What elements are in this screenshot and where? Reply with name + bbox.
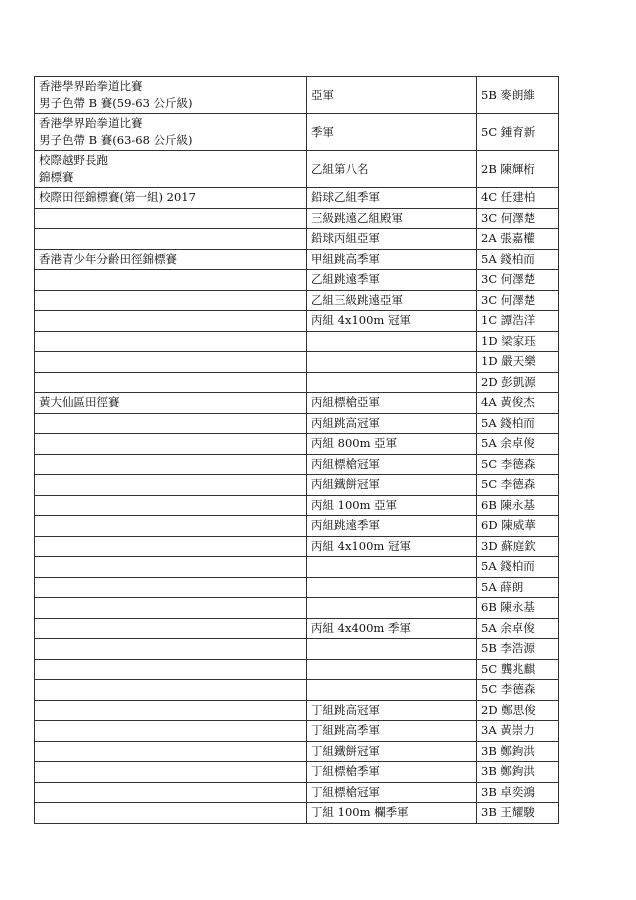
student-cell: 1D 嚴天樂 [477,352,559,373]
table-row [35,803,559,824]
award-cell: 丁組標槍冠軍 [307,782,477,803]
event-cell [35,741,307,762]
student-cell: 5B 李浩源 [477,639,559,660]
event-cell [35,331,307,352]
event-cell [35,270,307,291]
student-cell: 6D 陳威華 [477,516,559,537]
event-cell [35,454,307,475]
student-cell: 5C 龔兆麒 [477,659,559,680]
table-row [35,577,559,598]
event-cell [35,77,307,114]
award-cell: 亞軍 [307,77,477,114]
award-cell: 丙組 4x100m 冠軍 [307,536,477,557]
event-cell [35,311,307,332]
event-cell [35,762,307,783]
event-cell [35,557,307,578]
award-cell: 丙組 100m 亞軍 [307,495,477,516]
event-cell [35,229,307,250]
table-row [35,475,559,496]
award-cell [307,577,477,598]
event-name-line: 男子色帶 B 賽(63-68 公斤級) [39,133,193,147]
table-row [35,516,559,537]
award-cell: 丙組 800m 亞軍 [307,434,477,455]
table-row [35,762,559,783]
student-cell: 5A 薛朗 [477,577,559,598]
award-cell: 三級跳遠乙組殿軍 [307,208,477,229]
event-name-line: 黃大仙區田徑賽 [39,395,120,410]
student-cell: 3B 卓奕鴻 [477,782,559,803]
table-row [35,393,559,414]
award-cell [307,557,477,578]
event-cell [35,208,307,229]
event-cell [35,372,307,393]
award-cell: 丙組跳高冠軍 [307,413,477,434]
table-row [35,114,559,151]
event-cell [35,188,307,209]
event-name-line: 校際田徑錦標賽(第一組) 2017 [39,190,196,205]
award-cell: 鉛球丙組亞軍 [307,229,477,250]
award-cell: 丙組鐵餅冠軍 [307,475,477,496]
event-name-line: 香港學界跆拳道比賽 [39,79,143,93]
student-cell: 4A 黃俊杰 [477,393,559,414]
student-cell: 3D 蘇庭欽 [477,536,559,557]
table-row [35,536,559,557]
student-cell: 5C 鍾育新 [477,114,559,151]
table-row [35,659,559,680]
event-cell [35,639,307,660]
award-cell: 乙組跳遠季軍 [307,270,477,291]
event-cell [35,352,307,373]
student-cell: 3C 何澤楚 [477,290,559,311]
table-row [35,782,559,803]
award-cell: 丁組跳高冠軍 [307,700,477,721]
table-row [35,495,559,516]
event-cell [35,598,307,619]
student-cell: 5A 錢柏而 [477,249,559,270]
award-cell: 丁組鐵餅冠軍 [307,741,477,762]
table-row [35,331,559,352]
award-cell [307,659,477,680]
student-cell: 1C 譚浩洋 [477,311,559,332]
student-cell: 5C 李德森 [477,680,559,701]
awards-table-body [35,77,559,824]
award-cell [307,680,477,701]
award-cell [307,598,477,619]
award-cell: 甲組跳高季軍 [307,249,477,270]
table-row [35,77,559,114]
event-name-line: 校際越野長跑 [39,153,108,167]
student-cell: 2A 張嘉權 [477,229,559,250]
student-cell: 3B 鄭鉤洪 [477,741,559,762]
student-cell: 2D 彭凱源 [477,372,559,393]
table-row [35,372,559,393]
event-cell [35,680,307,701]
student-cell: 5A 余卓俊 [477,618,559,639]
table-row [35,700,559,721]
student-cell: 1D 梁家珏 [477,331,559,352]
award-cell: 丙組跳遠季軍 [307,516,477,537]
student-cell: 5C 李德森 [477,454,559,475]
award-cell: 丙組 4x400m 季軍 [307,618,477,639]
award-cell: 丁組 100m 欄季軍 [307,803,477,824]
event-cell [35,413,307,434]
event-cell [35,618,307,639]
event-name-line: 香港學界跆拳道比賽 [39,116,143,130]
student-cell: 5C 李德森 [477,475,559,496]
table-row [35,229,559,250]
student-cell: 5B 麥朗維 [477,77,559,114]
student-cell: 2B 陳輝桁 [477,151,559,188]
student-cell: 3B 王耀駿 [477,803,559,824]
table-row [35,270,559,291]
student-cell: 4C 任建柏 [477,188,559,209]
table-row [35,151,559,188]
student-cell: 3A 黃崇力 [477,721,559,742]
event-cell [35,803,307,824]
student-cell: 6B 陳永基 [477,495,559,516]
student-cell: 3C 何澤楚 [477,208,559,229]
event-cell [35,721,307,742]
table-row [35,557,559,578]
award-cell: 乙組第八名 [307,151,477,188]
award-cell: 乙組三級跳遠亞軍 [307,290,477,311]
table-row [35,208,559,229]
award-cell: 丁組跳高季軍 [307,721,477,742]
student-cell: 3B 鄭鉤洪 [477,762,559,783]
event-cell [35,290,307,311]
table-row [35,680,559,701]
table-row [35,188,559,209]
table-row [35,598,559,619]
table-row [35,454,559,475]
student-cell: 2D 鄭思俊 [477,700,559,721]
event-cell [35,536,307,557]
award-cell [307,639,477,660]
award-cell [307,352,477,373]
event-cell [35,659,307,680]
event-cell [35,700,307,721]
table-row [35,721,559,742]
event-cell [35,516,307,537]
award-cell [307,331,477,352]
student-cell: 5A 錢柏而 [477,557,559,578]
event-cell [35,577,307,598]
event-name-line: 男子色帶 B 賽(59-63 公斤級) [39,96,193,110]
award-cell: 丙組標槍亞軍 [307,393,477,414]
award-cell: 丙組標槍冠軍 [307,454,477,475]
student-cell: 6B 陳永基 [477,598,559,619]
student-cell: 5A 錢柏而 [477,413,559,434]
table-row [35,741,559,762]
event-cell [35,434,307,455]
table-row [35,618,559,639]
table-row [35,249,559,270]
award-cell: 鉛球乙組季軍 [307,188,477,209]
table-row [35,352,559,373]
table-row [35,639,559,660]
event-cell [35,114,307,151]
table-row [35,413,559,434]
table-row [35,311,559,332]
student-cell: 5A 余卓俊 [477,434,559,455]
table-row [35,290,559,311]
event-cell [35,393,307,414]
table-row [35,434,559,455]
awards-table [34,76,559,824]
event-cell [35,475,307,496]
award-cell [307,372,477,393]
event-cell [35,249,307,270]
event-cell [35,151,307,188]
event-cell [35,782,307,803]
event-cell [35,495,307,516]
award-cell: 季軍 [307,114,477,151]
award-cell: 丁組標槍季軍 [307,762,477,783]
award-cell: 丙組 4x100m 冠軍 [307,311,477,332]
event-name-line: 香港青少年分齡田徑錦標賽 [39,251,177,266]
event-name-line: 錦標賽 [39,170,74,184]
student-cell: 3C 何澤楚 [477,270,559,291]
